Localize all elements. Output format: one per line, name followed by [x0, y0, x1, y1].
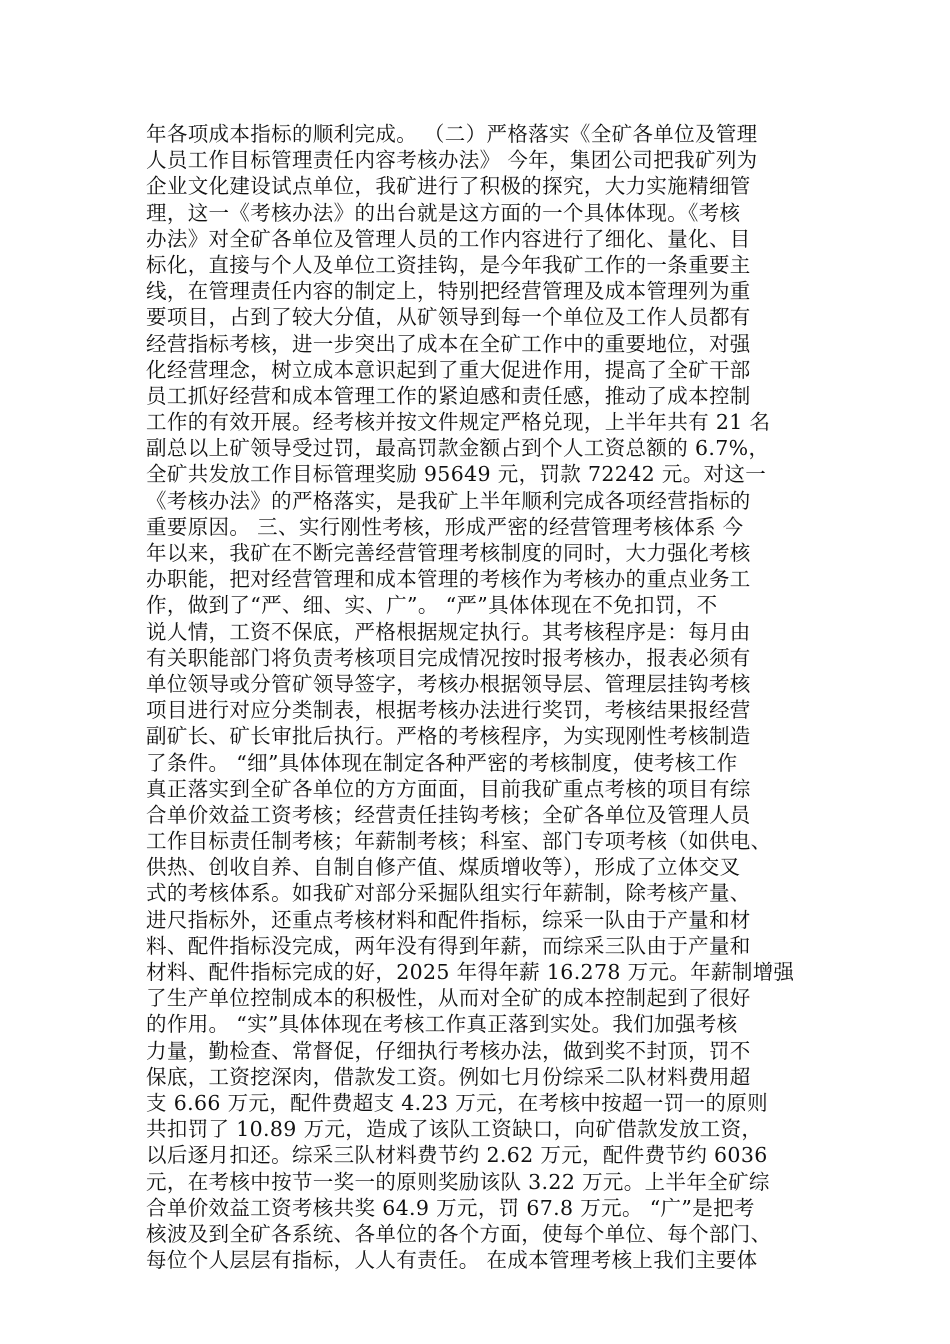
text-line: 了条件。 “细”具体体现在制定各种严密的考核制度，使考核工作 [146, 750, 738, 775]
text-line: 化经营理念，树立成本意识起到了重大促进作用，提高了全矿干部 [146, 357, 751, 382]
text-line: 元，在考核中按节一奖一的原则奖励该队 3.22 万元。上半年全矿综 [146, 1169, 770, 1194]
text-line: 企业文化建设试点单位，我矿进行了积极的探究，大力实施精细管 [146, 174, 751, 199]
text-line: 以后逐月扣还。综采三队材料费节约 2.62 万元，配件费节约 6036 [146, 1143, 768, 1168]
text-line: 年以来，我矿在不断完善经营管理考核制度的同时，大力强化考核 [146, 541, 751, 565]
text-line: 保底，工资挖深肉，借款发工资。例如七月份综采二队材料费用超 [146, 1064, 751, 1089]
text-line: 副总以上矿领导受过罚，最高罚款金额占到个人工资总额的 6.7%， [146, 436, 770, 461]
text-line: 力量，勤检查、常督促，仔细执行考核办法，做到奖不封顶，罚不 [146, 1038, 751, 1063]
text-line: 式的考核体系。如我矿对部分采掘队组实行年薪制，除考核产量、 [146, 881, 751, 906]
text-line: 工作的有效开展。经考核并按文件规定严格兑现，上半年共有 21 名 [146, 410, 771, 435]
text-line: 全矿共发放工作目标管理奖励 95649 元，罚款 72242 元。对这一 [146, 462, 767, 487]
text-line: 核波及到全矿各系统、各单位的各个方面，使每个单位、每个部门、 [146, 1221, 772, 1246]
text-line: 年各项成本指标的顺利完成。 （二）严格落实《全矿各单位及管理 [146, 122, 758, 146]
text-line: 标化，直接与个人及单位工资挂钩，是今年我矿工作的一条重要主 [146, 252, 751, 277]
text-line: 真正落实到全矿各单位的方方面面，目前我矿重点考核的项目有综 [146, 776, 751, 801]
text-line: 人员工作目标管理责任内容考核办法》 今年，集团公司把我矿列为 [146, 148, 758, 173]
text-line: 每位个人层层有指标，人人有责任。 在成本管理考核上我们主要体 [146, 1248, 758, 1273]
text-line: 共扣罚了 10.89 万元，造成了该队工资缺口，向矿借款发放工资， [146, 1117, 763, 1142]
text-line: 合单价效益工资考核；经营责任挂钩考核；全矿各单位及管理人员 [146, 802, 751, 827]
text-line: 项目进行对应分类制表，根据考核办法进行奖罚，考核结果报经营 [146, 698, 751, 723]
text-line: 有关职能部门将负责考核项目完成情况按时报考核办，报表必须有 [146, 645, 751, 670]
text-line: 的作用。 “实”具体体现在考核工作真正落到实处。我们加强考核 [146, 1012, 738, 1037]
text-line: 材料、配件指标完成的好，2025 年得年薪 16.278 万元。年薪制增强 [146, 960, 795, 984]
text-line: 进尺指标外，还重点考核材料和配件指标，综采一队由于产量和材 [146, 907, 751, 932]
text-line: 供热、创收自养、自制自修产值、煤质增收等），形成了立体交叉 [146, 855, 741, 880]
text-line: 《考核办法》的严格落实，是我矿上半年顺利完成各项经营指标的 [146, 488, 751, 513]
text-line: 线，在管理责任内容的制定上，特别把经营管理及成本管理列为重 [146, 279, 751, 304]
text-line: 办法》对全矿各单位及管理人员的工作内容进行了细化、量化、目 [146, 226, 751, 251]
body-text [146, 121, 816, 1273]
text-line: 合单价效益工资考核共奖 64.9 万元，罚 67.8 万元。 “广”是把考 [146, 1195, 755, 1220]
text-line: 办职能，把对经营管理和成本管理的考核作为考核办的重点业务工 [146, 567, 751, 592]
text-line: 说人情，工资不保底，严格根据规定执行。其考核程序是：每月由 [146, 619, 751, 644]
text-line: 料、配件指标没完成，两年没有得到年薪，而综采三队由于产量和 [146, 933, 751, 958]
text-line: 了生产单位控制成本的积极性，从而对全矿的成本控制起到了很好 [146, 986, 751, 1011]
text-line: 重要原因。 三、实行刚性考核，形成严密的经营管理考核体系 今 [146, 514, 744, 539]
text-line: 员工抓好经营和成本管理工作的紧迫感和责任感，推动了成本控制 [146, 383, 751, 408]
text-line: 单位领导或分管矿领导签字，考核办根据领导层、管理层挂钩考核 [146, 671, 751, 696]
text-line: 支 6.66 万元，配件费超支 4.23 万元，在考核中按超一罚一的原则 [146, 1090, 768, 1115]
text-line: 作，做到了“严、细、实、广”。 “严”具体体现在不免扣罚，不 [146, 593, 718, 618]
text-line: 副矿长、矿长审批后执行。严格的考核程序，为实现刚性考核制造 [146, 724, 751, 749]
text-line: 要项目，占到了较大分值，从矿领导到每一个单位及工作人员都有 [146, 305, 751, 330]
text-line: 理，这一《考核办法》的出台就是这方面的一个具体体现。《考核 [146, 200, 741, 225]
text-line: 经营指标考核，进一步突出了成本在全矿工作中的重要地位，对强 [146, 331, 751, 356]
text-line: 工作目标责任制考核；年薪制考核；科室、部门专项考核（如供电、 [146, 829, 772, 854]
